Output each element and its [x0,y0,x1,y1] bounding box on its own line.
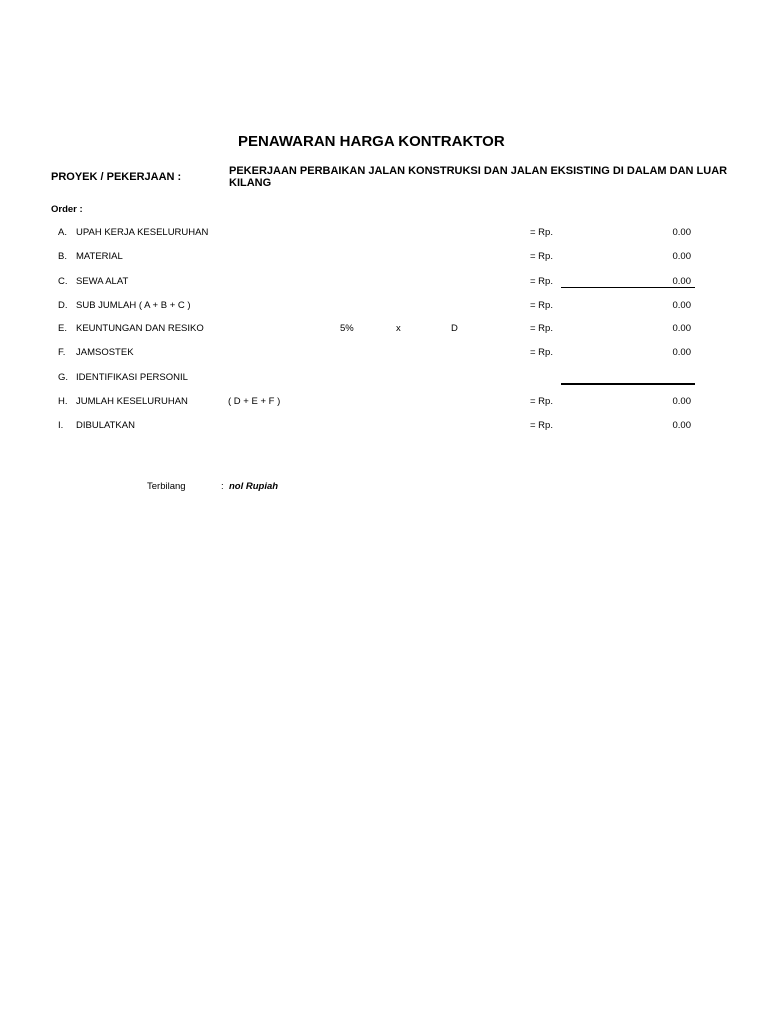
item-amount: 0.00 [672,300,691,311]
item-currency: = Rp. [530,251,553,262]
subtotal-rule [561,287,695,288]
item-label: MATERIAL [76,251,123,262]
item-currency: = Rp. [530,420,553,431]
item-currency: = Rp. [530,227,553,238]
total-rule [561,383,695,385]
line-item-f [0,347,768,361]
item-label: KEUNTUNGAN DAN RESIKO [76,323,204,334]
item-amount: 0.00 [672,251,691,262]
item-label: SUB JUMLAH ( A + B + C ) [76,300,191,311]
item-currency: = Rp. [530,300,553,311]
line-item-a [0,227,768,241]
item-letter: I. [58,420,64,431]
item-letter: B. [58,251,67,262]
item-multiply-sign: x [396,323,401,334]
item-amount: 0.00 [672,396,691,407]
item-currency: = Rp. [530,276,553,287]
line-item-i [0,420,768,434]
item-label: JAMSOSTEK [76,347,134,358]
item-amount: 0.00 [672,276,691,287]
item-letter: A. [58,227,67,238]
item-letter: E. [58,323,67,334]
item-label: JUMLAH KESELURUHAN [76,396,188,407]
item-formula: ( D + E + F ) [228,396,281,407]
terbilang-colon: : [221,481,224,492]
terbilang-value: nol Rupiah [229,481,279,492]
item-amount: 0.00 [672,323,691,334]
item-label: UPAH KERJA KESELURUHAN [76,227,209,238]
document-title: PENAWARAN HARGA KONTRAKTOR [238,133,505,150]
line-item-h [0,396,768,410]
item-amount: 0.00 [672,227,691,238]
project-label: PROYEK / PEKERJAAN : [51,171,182,183]
terbilang-label: Terbilang [147,481,186,492]
item-amount: 0.00 [672,347,691,358]
item-currency: = Rp. [530,347,553,358]
item-currency: = Rp. [530,323,553,334]
item-letter: F. [58,347,66,358]
line-item-d [0,300,768,314]
item-percentage: 5% [340,323,354,334]
project-value: PEKERJAAN PERBAIKAN JALAN KONSTRUKSI DAN JALAN EKSISTING DI DALAM DAN LUAR KILANG [229,165,728,189]
item-currency: = Rp. [530,396,553,407]
item-label: SEWA ALAT [76,276,129,287]
item-label: IDENTIFIKASI PERSONIL [76,372,188,383]
item-letter: G. [58,372,69,383]
item-label: DIBULATKAN [76,420,135,431]
item-letter: C. [58,276,68,287]
item-amount: 0.00 [672,420,691,431]
item-letter: H. [58,396,68,407]
line-item-e [0,323,768,337]
line-item-b [0,251,768,265]
item-letter: D. [58,300,68,311]
order-label: Order : [51,204,83,215]
item-base-reference: D [451,323,458,334]
